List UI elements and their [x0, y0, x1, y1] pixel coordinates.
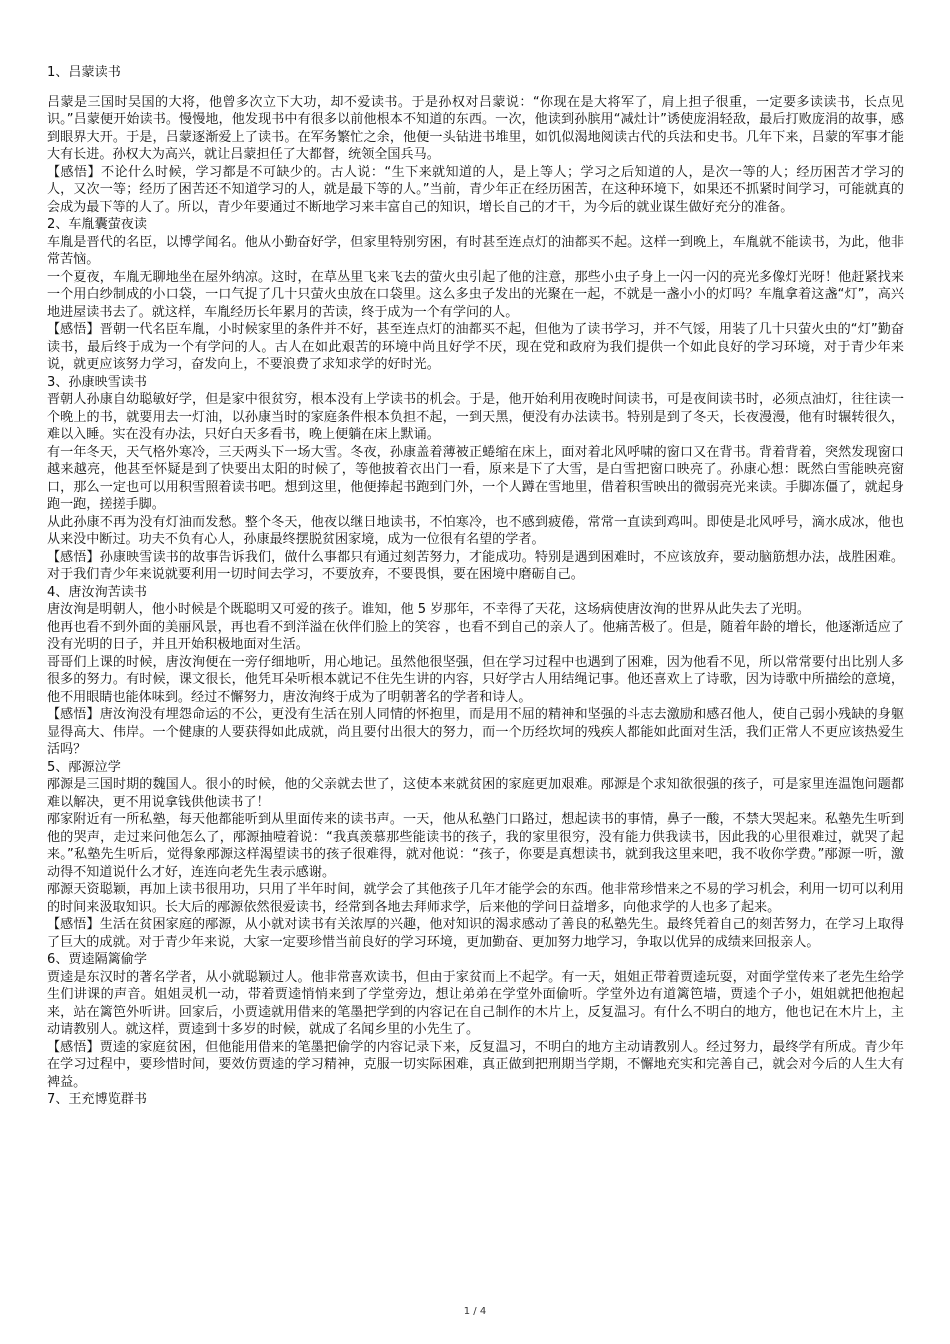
paragraph: 【感悟】贾逵的家庭贫困，但他能用借来的笔墨把偷学的内容记录下来，反复温习，不明白的地方主动请教别人。经过努力，最终学有所成。青少年在学习过程中，要珍惜时间，要效仿贾逵的学习精神，克服一切实际困难，真正做到把刑期当学期，不懈地充实和完善自己，就会对今后的人生大有裨益。: [47, 1039, 904, 1090]
paragraph: 邴源天资聪颖，再加上读书很用功，只用了半年时间，就学会了其他孩子几年才能学会的东西。他非常珍惜来之不易的学习机会，利用一切可以利用的时间来汲取知识。长大后的邴源依然很爱读书，经常到各地去拜师求学，后来他的学问日益增多，向他求学的人也多了起来。: [47, 882, 904, 915]
paragraph: 【感悟】不论什么时候，学习都是不可缺少的。古人说：“生下来就知道的人，是上等人；学习之后知道的人，是次一等的人；经历困苦才学习的人，又次一等；经历了困苦还不知道学习的人，就是最下等的人。”当前，青少年正在经历困苦，在这种环境下，如果还不抓紧时间学习，可能就真的会成为最下等的人了。所以，青少年要通过不断地学习来丰富自己的知识，增长自己的才干，为今后的就业谋生做好充分的准备。: [47, 164, 904, 215]
paragraph: 【感悟】晋朝一代名臣车胤，小时候家里的条件并不好，甚至连点灯的油都买不起，但他为了读书学习，并不气馁，用装了几十只萤火虫的“灯”勤奋读书，最后终于成为一个有学问的人。古人在如此艰苦的环境中尚且好学不厌，现在党和政府为我们提供一个如此良好的学习环境，对于青少年来说，就更应该努力学习，奋发向上，不要浪费了求知求学的好时光。: [47, 322, 904, 372]
section-heading: 3、孙康映雪读书: [47, 374, 147, 390]
paragraph: 唐汝洵是明朝人，他小时候是个既聪明又可爱的孩子。谁知，他 5 岁那年，不幸得了天花，这场病使唐汝洵的世界从此失去了光明。: [47, 602, 810, 617]
paragraph: 邴源是三国时期的魏国人。很小的时候，他的父亲就去世了，这使本来就贫困的家庭更加艰难。邴源是个求知欲很强的孩子，可是家里连温饱问题都难以解决，更不用说拿钱供他读书了！: [47, 777, 904, 810]
page-number: 1 / 4: [463, 1306, 487, 1317]
section-heading: 6、贾逵隔篱偷学: [47, 952, 147, 967]
paragraph: 一个夏夜，车胤无聊地坐在屋外纳凉。这时，在草丛里飞来飞去的萤火虫引起了他的注意，那些小虫子身上一闪一闪的亮光多像灯光呀！他赶紧找来一个用白纱制成的小口袋，一口气捉了几十只萤火虫放在口袋里。这么多虫子发出的光聚在一起，不就是一盏小小的灯吗？车胤拿着这盏“灯”，高兴地进屋读书去了。就这样，车胤经历长年累月的苦读，终于成为一个有学问的人。: [47, 269, 904, 320]
section-heading: 1、吕蒙读书: [47, 65, 121, 80]
paragraph: 车胤是晋代的名臣，以博学闻名。他从小勤奋好学，但家里特别穷困，有时甚至连点灯的油都买不起。这样一到晚上，车胤就不能读书，为此，他非常苦恼。: [47, 234, 904, 267]
paragraph: 晋朝人孙康自幼聪敏好学，但是家中很贫穷，根本没有上学读书的机会。于是，他开始利用夜晚时间读书，可是夜间读书时，必须点油灯，往往读一个晚上的书，就要用去一灯油，以孙康当时的家庭条件根本负担不起，一到天黑，便没有办法读书。特别是到了冬天，长夜漫漫，他有时辗转很久，难以入睡。实在没有办法，只好白天多看书，晚上便躺在床上默诵。: [47, 392, 904, 442]
paragraph: 【感悟】唐汝洵没有埋怨命运的不公，更没有生活在别人同情的怀抱里，而是用不屈的精神和坚强的斗志去激励和感召他人，使自己弱小残缺的身躯显得高大、伟岸。一个健康的人要获得如此成就，尚且要付出很大的努力，而一个历经坎坷的残疾人都能如此面对生活，我们正常人不更应该热爱生活吗？: [47, 707, 904, 757]
section-heading: 2、车胤囊萤夜读: [47, 217, 147, 232]
paragraph: 哥哥们上课的时候，唐汝洵便在一旁仔细地听，用心地记。虽然他很坚强，但在学习过程中也遇到了困难，因为他看不见，所以常常要付出比别人多很多的努力。有时候，课文很长，他凭耳朵听根本就记不住先生讲的内容，只好学古人用结绳记事。他还喜欢上了诗歌，因为诗歌中所描绘的意境，他不用眼睛也能体味到。经过不懈努力，唐汝洵终于成为了明朝著名的学者和诗人。: [47, 654, 904, 705]
section-heading: 7、王充博览群书: [47, 1092, 147, 1107]
paragraph: 【感悟】生活在贫困家庭的邴源，从小就对读书有关浓厚的兴趣，他对知识的渴求感动了善良的私塾先生。最终凭着自己的刻苦努力，在学习上取得了巨大的成就。对于青少年来说，大家一定要珍惜当前良好的学习环境，更加勤奋、更加努力地学习，争取以优异的成绩来回报亲人。: [47, 917, 904, 950]
paragraph: 他再也看不到外面的美丽风景，再也看不到洋溢在伙伴们脸上的笑容 ，也看不到自己的亲人了。他痛苦极了。但是，随着年龄的增长，他逐渐适应了没有光明的日子，并且开始积极地面对生活。: [47, 619, 904, 652]
section-heading: 5、邴源泣学: [47, 759, 121, 775]
paragraph: 贾逵是东汉时的著名学者，从小就聪颖过人。他非常喜欢读书，但由于家贫而上不起学。有一天，姐姐正带着贾逵玩耍，对面学堂传来了老先生给学生们讲课的声音。姐姐灵机一动，带着贾逵悄悄来到了学堂旁边，想让弟弟在学堂外面偷听。学堂外边有道篱笆墙，贾逵个子小，姐姐就把他抱起来，站在篱笆外听讲。回家后，小贾逵就用借来的笔墨把学到的内容记在自己制作的木片上，反复温习。有什么不明白的地方，他也记在木片上，主动请教别人。就这样，贾逵到十多岁的时候，就成了名闻乡里的小先生了。: [47, 969, 904, 1037]
paragraph: 【感悟】孙康映雪读书的故事告诉我们，做什么事都只有通过刻苦努力，才能成功。特别是遇到困难时，不应该放弃，要动脑筋想办法，战胜困难。对于我们青少年来说就要利用一切时间去学习，不要放弃，不要畏惧，要在困境中磨砺自己。: [47, 549, 904, 582]
paragraph: 从此孙康不再为没有灯油而发愁。整个冬天，他夜以继日地读书，不怕寒冷，也不感到疲倦，常常一直读到鸡叫。即使是北风呼号，滴水成冰，他也从来没中断过。功夫不负有心人，孙康最终摆脱贫困家境，成为一位很有名望的学者。: [47, 514, 904, 547]
paragraph: 吕蒙是三国时吴国的大将，他曾多次立下大功，却不爱读书。于是孙权对吕蒙说：“你现在是大将军了，肩上担子很重，一定要多读读书，长点见识。”吕蒙便开始读书。慢慢地，他发现书中有很多以前他根本不知道的东西。一次，他读到孙膑用“减灶计”诱使庞涓轻敌，最后打败庞涓的故事，感到眼界大开。于是，吕蒙逐渐爱上了读书。在军务繁忙之余，他便一头钻进书堆里，如饥似渴地阅读古代的兵法和史书。几年下来，吕蒙的军事才能大有长进。孙权大为高兴，就让吕蒙担任了大都督，统领全国兵马。: [47, 94, 904, 162]
paragraph: 有一年冬天，天气格外寒冷，三天两头下一场大雪。冬夜，孙康盖着薄被正蜷缩在床上，面对着北风呼啸的窗口又在背书。背着背着，突然发现窗口越来越亮，他甚至怀疑是到了快要出太阳的时候了，等他披着衣出门一看，原来是下了大雪，是白雪把窗口映亮了。孙康心想：既然白雪能映亮窗口，那么一定也可以用积雪照着读书吧。想到这里，他便捧起书跑到门外，一个人蹲在雪地里，借着积雪映出的微弱亮光来读。手脚冻僵了，就起身跑一跑，搓搓手脚。: [47, 444, 904, 512]
document-body: [47, 64, 904, 1109]
title-spacer: [47, 82, 904, 94]
section-heading: 4、唐汝洵苦读书: [47, 584, 147, 600]
paragraph: 邴家附近有一所私塾，每天他都能听到从里面传来的读书声。一天，他从私塾门口路过，想起读书的事情，鼻子一酸，不禁大哭起来。私塾先生听到他的哭声，走过来问他怎么了，邴源抽噎着说：“我真羡慕那些能读书的孩子，我的家里很穷，没有能力供我读书，因此我的心里很难过，就哭了起来。”私塾先生听后，觉得象邴源这样渴望读书的孩子很难得，就对他说：“孩子，你要是真想读书，就到我这里来吧，我不收你学费。”邴源一听，激动得不知道说什么才好，连连向老先生表示感谢。: [47, 812, 904, 880]
